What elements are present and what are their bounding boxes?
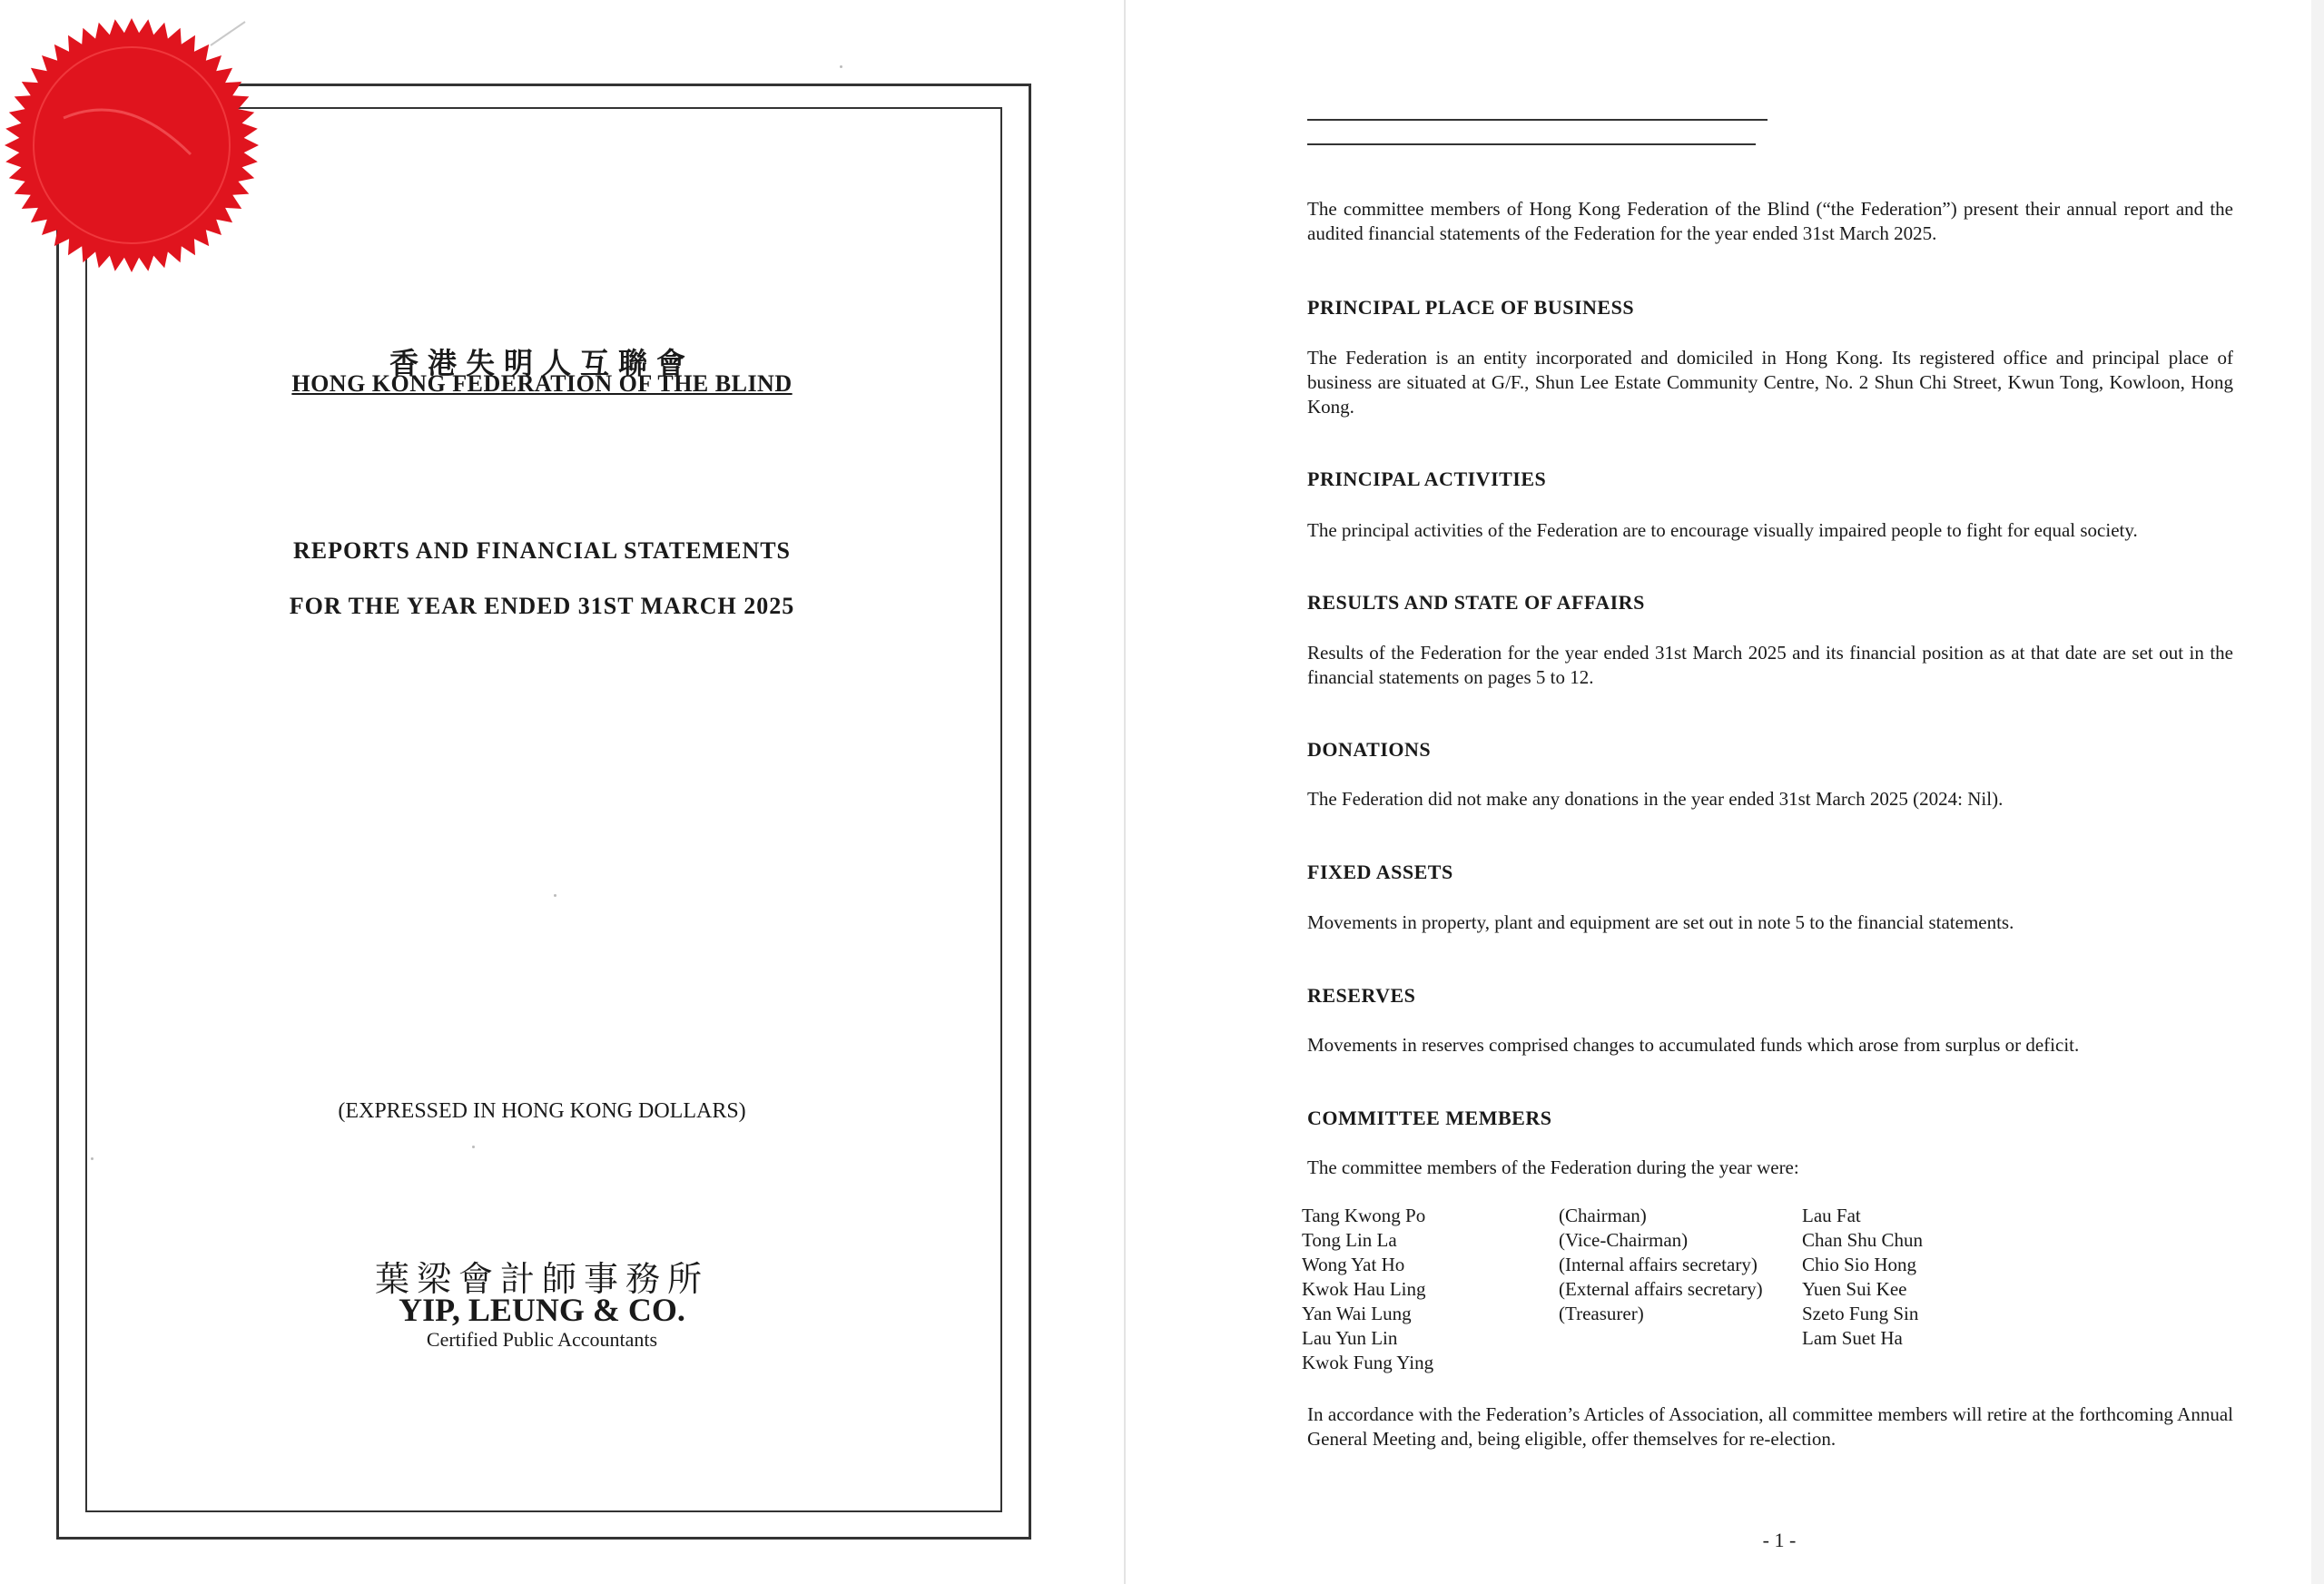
scan-speck bbox=[91, 1157, 94, 1160]
member-name: Lau Yun Lin bbox=[1302, 1327, 1398, 1349]
member-name: Chio Sio Hong bbox=[1802, 1254, 1917, 1275]
members-roles-column bbox=[1559, 1204, 1763, 1326]
member-name: Chan Shu Chun bbox=[1802, 1229, 1924, 1251]
heading-fixed-assets: FIXED ASSETS bbox=[1307, 861, 1453, 883]
body-results: Results of the Federation for the year ended 31st March 2025 and its financial position as at that date are set out in the financial statements on pages 5 to 12. bbox=[1307, 642, 2233, 688]
body-committee-members: The committee members of the Federation during the year were: bbox=[1307, 1156, 1799, 1178]
page-number: - 1 - bbox=[1762, 1529, 1797, 1551]
member-name: Yan Wai Lung bbox=[1302, 1303, 1412, 1324]
cover-title-chinese: 香港失明人互聯會 bbox=[389, 346, 694, 380]
heading-results: RESULTS AND STATE OF AFFAIRS bbox=[1307, 591, 1645, 614]
intro-paragraph: The committee members of Hong Kong Federation of the Blind (“the Federation”) present their annual report and the audited financial statements of the Federation for the year ended 31st March 2025. bbox=[1307, 198, 2233, 244]
member-name: Tong Lin La bbox=[1302, 1229, 1397, 1251]
member-name: Yuen Sui Kee bbox=[1802, 1278, 1907, 1300]
member-role: (Treasurer) bbox=[1559, 1303, 1644, 1324]
body-donations: The Federation did not make any donations in the year ended 31st March 2025 (2024: Nil). bbox=[1307, 788, 2004, 810]
member-role: (Internal affairs secretary) bbox=[1559, 1254, 1758, 1275]
firm-name-chinese: 葉梁會計師事務所 bbox=[374, 1259, 709, 1299]
page-edge bbox=[2311, 0, 2324, 1584]
member-role: (Chairman) bbox=[1559, 1205, 1647, 1226]
members-names-column bbox=[1302, 1204, 1433, 1375]
red-seal-icon bbox=[0, 9, 263, 281]
closing-paragraph: In accordance with the Federation’s Articles of Association, all committee members will retire at the forthcoming Annual General Meeting and, being eligible, offer themselves for re-election. bbox=[1307, 1403, 2233, 1450]
body-principal-place: The Federation is an entity incorporated and domiciled in Hong Kong. Its registered office and principal place of business are situated at G/F., Shun Lee Estate Community Centre, No. 2 Shun Chi Street, Kwun Tong, Kowloon, Hong Kong. bbox=[1307, 347, 2233, 418]
member-role: (Vice-Chairman) bbox=[1559, 1229, 1689, 1251]
member-role: (External affairs secretary) bbox=[1559, 1278, 1763, 1300]
member-name: Wong Yat Ho bbox=[1302, 1254, 1405, 1275]
heading-committee-members: COMMITTEE MEMBERS bbox=[1307, 1107, 1552, 1129]
member-name: Kwok Fung Ying bbox=[1302, 1352, 1434, 1373]
heading-principal-activities: PRINCIPAL ACTIVITIES bbox=[1307, 467, 1547, 490]
members-other-column bbox=[1802, 1204, 1923, 1351]
scan-speck bbox=[840, 65, 842, 68]
body-reserves: Movements in reserves comprised changes to accumulated funds which arose from surplus or deficit. bbox=[1307, 1034, 2080, 1056]
body-fixed-assets: Movements in property, plant and equipment are set out in note 5 to the financial statements. bbox=[1307, 911, 2014, 933]
cover-currency-note: (EXPRESSED IN HONG KONG DOLLARS) bbox=[338, 1099, 746, 1123]
member-name: Lau Fat bbox=[1802, 1205, 1861, 1226]
cover-period: FOR THE YEAR ENDED 31ST MARCH 2025 bbox=[289, 593, 795, 619]
body-principal-activities: The principal activities of the Federation are to encourage visually impaired people to fight for equal society. bbox=[1307, 519, 2138, 541]
member-name: Szeto Fung Sin bbox=[1802, 1303, 1919, 1324]
heading-reserves: RESERVES bbox=[1307, 984, 1416, 1007]
heading-principal-place: PRINCIPAL PLACE OF BUSINESS bbox=[1307, 296, 1635, 319]
cover-title-english: HONG KONG FEDERATION OF THE BLIND bbox=[291, 370, 793, 397]
member-name: Lam Suet Ha bbox=[1802, 1327, 1903, 1349]
scan-speck bbox=[554, 894, 556, 897]
cover-report-title: REPORTS AND FINANCIAL STATEMENTS bbox=[292, 537, 792, 564]
header-rule-bottom bbox=[1307, 143, 1756, 145]
member-name: Kwok Hau Ling bbox=[1302, 1278, 1426, 1300]
heading-donations: DONATIONS bbox=[1307, 738, 1432, 761]
firm-subtitle: Certified Public Accountants bbox=[426, 1328, 658, 1351]
scan-speck bbox=[472, 1146, 475, 1148]
firm-name-english: YIP, LEUNG & CO. bbox=[399, 1292, 685, 1328]
header-rule-top bbox=[1307, 119, 1768, 121]
member-name: Tang Kwong Po bbox=[1302, 1205, 1426, 1226]
